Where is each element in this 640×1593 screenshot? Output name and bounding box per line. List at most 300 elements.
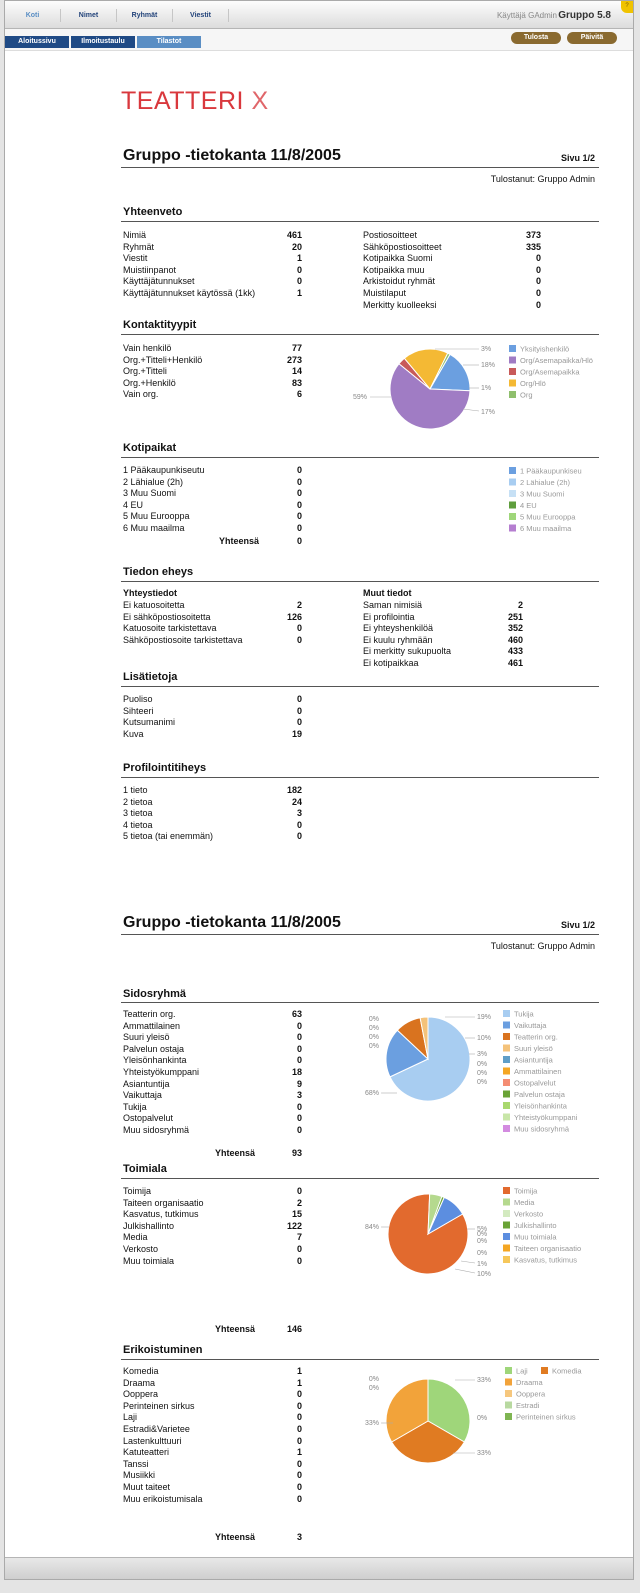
tab-statistics[interactable]: Tilastot: [137, 36, 201, 48]
stat-value: 0: [296, 1255, 302, 1266]
stat-value: 0: [296, 465, 302, 475]
stat-label: Käyttäjätunnukset: [123, 276, 195, 287]
stat-label: Muistiinpanot: [123, 264, 177, 275]
stat-label: Laji: [123, 1412, 138, 1423]
home-total-value: 0: [296, 536, 302, 546]
stat-value: 1: [296, 1377, 302, 1388]
section-title-extra: Lisätietoja: [123, 671, 178, 683]
divider: [121, 1359, 599, 1360]
legend-swatch: [503, 1102, 510, 1109]
stat-value: 0: [296, 1389, 302, 1400]
stat-row: [123, 1401, 302, 1412]
stat-value: 7: [296, 1232, 302, 1243]
stat-row: [123, 1256, 302, 1267]
stat-label: Org.+Henkilö: [123, 377, 176, 388]
section-title-contact-types: Kontaktityypit: [123, 319, 197, 331]
stat-value: 15: [291, 1209, 302, 1220]
stat-value: 0: [296, 1412, 302, 1423]
stat-row: [123, 343, 302, 354]
stat-row: [363, 253, 541, 264]
legend-label: Verkosto: [514, 1209, 544, 1219]
home-total-label: Yhteensä: [219, 536, 260, 546]
tab-home[interactable]: Aloitussivu: [5, 36, 69, 48]
stat-value: 461: [507, 658, 523, 668]
legend-label: Laji: [516, 1366, 528, 1376]
legend-swatch: [509, 345, 516, 352]
legend-swatch: [503, 1033, 510, 1040]
page-number: Sivu 1/2: [560, 153, 595, 163]
legend-swatch: [503, 1022, 510, 1029]
stat-row: [363, 242, 541, 253]
stat-label: 3 Muu Suomi: [123, 488, 177, 499]
stat-value: 0: [296, 1435, 302, 1446]
legend-label: Vaikuttaja: [514, 1021, 547, 1030]
stat-label: Kotipaikka Suomi: [363, 253, 433, 264]
legend-swatch: [509, 502, 516, 509]
stat-label: Org.+Titteli+Henkilö: [123, 354, 203, 365]
divider: [121, 221, 599, 222]
pie-percent-label: 59%: [352, 394, 367, 401]
legend-swatch: [509, 467, 516, 474]
legend-label: 3 Muu Suomi: [520, 489, 565, 499]
nav-names[interactable]: Nimet: [61, 9, 117, 22]
stat-label: Asiantuntija: [123, 1078, 170, 1089]
legend-swatch: [509, 380, 516, 387]
stat-value: 3: [296, 1090, 302, 1101]
pie-percent-label: 0%: [368, 1043, 379, 1050]
pie-percent-label: 0%: [368, 1016, 379, 1023]
app-window: [4, 0, 634, 1580]
stat-label: Komedia: [123, 1366, 159, 1376]
stat-label: 4 tietoa: [123, 819, 153, 830]
stat-value: 0: [296, 1101, 302, 1112]
stat-label: Org.+Titteli: [123, 366, 167, 377]
stat-label: Kuva: [123, 728, 144, 739]
stat-row: [123, 366, 302, 377]
stat-row: [123, 1378, 302, 1389]
legend-label: Taiteen organisaatio: [514, 1244, 582, 1253]
stat-value: 0: [296, 476, 302, 487]
legend-label: Org/Hlö: [520, 379, 546, 388]
stakeholder-total-value: 93: [291, 1148, 302, 1158]
stat-value: 20: [291, 241, 302, 252]
stat-value: 1: [296, 288, 302, 298]
stat-label: Ammattilainen: [123, 1020, 181, 1031]
subheading-other: Muut tiedot: [363, 588, 412, 598]
stat-row: [123, 1032, 302, 1043]
stat-label: 5 Muu Eurooppa: [123, 511, 190, 522]
legend-swatch: [503, 1256, 510, 1263]
report-title-2: Gruppo -tietokanta 11/8/2005: [123, 914, 341, 931]
legend-swatch: [503, 1091, 510, 1098]
pie-percent-label: 0%: [477, 1238, 488, 1245]
pie-percent-label: 17%: [481, 409, 496, 416]
stat-label: Postiosoitteet: [363, 230, 418, 240]
legend-swatch: [509, 368, 516, 375]
stat-value: 14: [291, 366, 302, 377]
stat-label: Muu erikoistumisala: [123, 1493, 203, 1504]
pie-percent-label: 33%: [477, 1450, 492, 1457]
stat-row: [123, 1447, 302, 1458]
pie-percent-label: 0%: [477, 1415, 488, 1422]
print-button[interactable]: Tulosta: [511, 32, 561, 44]
stat-row: [123, 600, 302, 611]
stat-row: [123, 612, 302, 623]
stat-label: Käyttäjätunnukset käytössä (1kk): [123, 288, 256, 298]
nav-groups[interactable]: Ryhmät: [117, 9, 173, 22]
stat-label: Merkitty kuolleeksi: [363, 299, 437, 310]
stat-label: Nimiä: [123, 230, 147, 240]
divider: [121, 686, 599, 687]
stat-row: [123, 1209, 302, 1220]
section-title-home: Kotipaikat: [123, 442, 177, 454]
stat-value: 0: [296, 831, 302, 842]
stat-row: [123, 717, 302, 728]
pie-percent-label: 0%: [477, 1070, 488, 1077]
organization-logo: TEATTERI X: [121, 87, 269, 115]
legend-label: Kasvatus, tutkimus: [514, 1255, 577, 1265]
legend-swatch: [503, 1010, 510, 1017]
stat-row: [363, 276, 541, 287]
legend-label: Media: [514, 1198, 535, 1207]
legend-label: Org/Asemapaikka/Hlö: [520, 356, 593, 365]
stat-value: 2: [296, 1197, 302, 1208]
section-title-industry: Toimiala: [123, 1163, 167, 1175]
pie-percent-label: 1%: [481, 385, 492, 392]
pie-percent-label: 10%: [477, 1271, 492, 1278]
stat-label: Perinteinen sirkus: [123, 1400, 195, 1411]
legend-label: Muu toimiala: [514, 1232, 557, 1242]
pie-percent-label: 0%: [477, 1231, 488, 1238]
stat-row: [123, 1079, 302, 1090]
stat-label: Ryhmät: [123, 241, 155, 252]
stat-row: [123, 623, 302, 634]
legend-label: Muu sidosryhmä: [514, 1124, 570, 1134]
legend-swatch: [509, 479, 516, 486]
stat-label: Palvelun ostaja: [123, 1043, 185, 1054]
stat-value: 0: [296, 499, 302, 510]
stat-label: Sihteeri: [123, 705, 154, 716]
industry-pie-chart: [345, 1181, 615, 1281]
stat-label: 2 tietoa: [123, 796, 153, 807]
section-title-profiling: Profilointitiheys: [123, 762, 207, 774]
stat-label: Yhteistyökumppani: [123, 1067, 200, 1077]
legend-swatch: [503, 1222, 510, 1229]
legend-label: Yhteistyökumppani: [514, 1113, 578, 1122]
stat-label: Verkosto: [123, 1244, 159, 1254]
stat-label: Ooppera: [123, 1389, 159, 1400]
stat-label: 1 tieto: [123, 785, 148, 795]
stat-value: 0: [535, 288, 541, 298]
top-navigation: [5, 1, 633, 29]
stat-label: Toimija: [123, 1186, 152, 1196]
stat-row: [123, 1044, 302, 1055]
stat-value: 0: [296, 705, 302, 716]
legend-swatch: [505, 1379, 512, 1386]
page-number-2: Sivu 1/2: [560, 920, 595, 930]
stat-value: 122: [286, 1220, 302, 1231]
stat-label: Ei profilointia: [363, 611, 415, 622]
stakeholder-pie-chart: [345, 1006, 615, 1146]
stat-row: [363, 288, 541, 299]
stat-row: [123, 1232, 302, 1243]
stat-value: 0: [296, 511, 302, 522]
section-title-integrity: Tiedon eheys: [123, 566, 194, 578]
stat-value: 0: [296, 264, 302, 275]
nav-messages[interactable]: Viestit: [173, 9, 229, 22]
stat-value: 460: [507, 634, 523, 645]
legend-swatch: [509, 525, 516, 532]
stat-value: 0: [296, 819, 302, 830]
pie-percent-label: 0%: [477, 1250, 488, 1257]
stat-row: [123, 500, 302, 511]
stat-row: [123, 1424, 302, 1435]
stat-value: 0: [296, 523, 302, 533]
subheading-contact: Yhteystiedot: [123, 588, 178, 598]
stat-row: [123, 1366, 302, 1377]
stat-label: Ei merkitty sukupuolta: [363, 646, 452, 657]
section-title-summary: Yhteenveto: [123, 206, 183, 218]
stat-value: 1: [296, 1366, 302, 1376]
stat-row: [123, 1482, 302, 1493]
bottom-bar: [5, 1557, 633, 1579]
stat-row: [123, 1009, 302, 1020]
pie-percent-label: 0%: [368, 1385, 379, 1392]
stat-value: 0: [296, 1125, 302, 1135]
nav-home[interactable]: Koti: [5, 9, 61, 22]
divider: [121, 934, 599, 935]
stat-label: Teatterin org.: [123, 1009, 176, 1019]
stat-row: [363, 600, 523, 611]
pie-percent-label: 3%: [477, 1051, 488, 1058]
pie-percent-label: 0%: [368, 1376, 379, 1383]
legend-swatch: [509, 391, 516, 398]
stat-value: 0: [296, 1470, 302, 1481]
stakeholder-total-label: Yhteensä: [215, 1148, 256, 1158]
stat-row: [123, 265, 302, 276]
stat-value: 0: [296, 1113, 302, 1124]
stat-value: 1: [296, 1447, 302, 1458]
stat-value: 0: [296, 1458, 302, 1469]
stat-row: [123, 1244, 302, 1255]
stat-label: Ei yhteyshenkilöä: [363, 623, 434, 634]
stat-label: Tukija: [123, 1101, 147, 1112]
legend-swatch: [503, 1245, 510, 1252]
stat-label: Puoliso: [123, 694, 153, 704]
pie-percent-label: 84%: [364, 1224, 379, 1231]
stat-row: [363, 635, 523, 646]
legend-label: Komedia: [552, 1366, 582, 1376]
legend-swatch: [503, 1187, 510, 1194]
stat-label: 3 tietoa: [123, 808, 153, 819]
stat-value: 0: [296, 1244, 302, 1254]
legend-label: Draama: [516, 1378, 543, 1387]
stat-label: Arkistoidut ryhmät: [363, 276, 436, 287]
legend-swatch: [505, 1367, 512, 1374]
legend-label: 2 Lähialue (2h): [520, 478, 571, 487]
legend-label: 5 Muu Eurooppa: [520, 512, 576, 522]
legend-swatch: [509, 513, 516, 520]
stat-value: 0: [296, 1482, 302, 1492]
stat-row: [123, 808, 302, 819]
divider: [121, 581, 599, 582]
stat-label: 5 tietoa (tai enemmän): [123, 831, 214, 842]
stat-value: 6: [296, 389, 302, 400]
stat-label: Kutsumanimi: [123, 717, 176, 728]
stat-row: [123, 253, 302, 264]
stat-value: 352: [507, 623, 523, 634]
legend-label: 4 EU: [520, 501, 537, 510]
stat-row: [123, 488, 302, 499]
legend-label: Toimija: [514, 1186, 538, 1196]
stat-row: [123, 635, 302, 646]
stat-label: Tanssi: [123, 1458, 149, 1469]
section-title-specialty: Erikoistuminen: [123, 1344, 203, 1356]
legend-swatch: [541, 1367, 548, 1374]
divider: [121, 1178, 599, 1179]
legend-label: Teatterin org.: [514, 1032, 558, 1042]
legend-swatch: [503, 1056, 510, 1063]
stat-row: [123, 1113, 302, 1124]
legend-swatch: [505, 1390, 512, 1397]
stat-row: [363, 658, 523, 669]
stat-label: Ostopalvelut: [123, 1113, 174, 1124]
pie-percent-label: 5%: [477, 1226, 488, 1233]
stat-row: [363, 265, 541, 276]
stat-row: [123, 1021, 302, 1032]
section-title-stakeholders: Sidosryhmä: [123, 988, 186, 1000]
legend-label: Julkishallinto: [514, 1221, 557, 1230]
pie-percent-label: 18%: [481, 362, 496, 369]
stat-row: [363, 230, 541, 241]
stat-value: 0: [296, 634, 302, 645]
stat-value: 126: [286, 611, 302, 622]
legend-swatch: [505, 1413, 512, 1420]
stat-value: 0: [535, 276, 541, 287]
stat-value: 251: [507, 611, 523, 622]
pie-percent-label: 0%: [368, 1025, 379, 1032]
stat-value: 0: [296, 1055, 302, 1066]
pie-percent-label: 10%: [477, 1035, 492, 1042]
label-leader: [463, 409, 479, 411]
stat-row: [363, 612, 523, 623]
help-corner-icon[interactable]: ?: [621, 1, 633, 13]
stat-label: Estradi&Varietee: [123, 1424, 190, 1434]
stat-label: 2 Lähialue (2h): [123, 476, 184, 487]
stat-label: Suuri yleisö: [123, 1032, 170, 1043]
divider: [121, 1002, 599, 1003]
legend-swatch: [503, 1114, 510, 1121]
stat-value: 19: [291, 728, 302, 739]
label-leader: [461, 1261, 475, 1263]
stat-value: 373: [525, 230, 541, 240]
report-title: Gruppo -tietokanta 11/8/2005: [123, 147, 341, 164]
legend-label: Estradi: [516, 1401, 540, 1410]
stat-value: 2: [517, 600, 523, 610]
stat-label: Viestit: [123, 253, 148, 264]
stat-label: Muistilaput: [363, 288, 407, 298]
legend-label: Yleisönhankinta: [514, 1101, 567, 1111]
stat-value: 0: [296, 694, 302, 704]
stat-value: 9: [296, 1078, 302, 1089]
legend-swatch: [509, 357, 516, 364]
stat-label: Ei kotipaikkaa: [363, 658, 419, 668]
stat-value: 0: [296, 488, 302, 499]
legend-swatch: [509, 490, 516, 497]
stat-value: 182: [286, 785, 302, 795]
stat-row: [123, 378, 302, 389]
printed-by-2: Tulostanut: Gruppo Admin: [490, 941, 595, 951]
stat-label: Vaikuttaja: [123, 1090, 162, 1101]
stat-value: 461: [286, 230, 302, 240]
legend-label: Ooppera: [516, 1389, 546, 1399]
stat-row: [123, 1470, 302, 1481]
stat-row: [123, 1125, 302, 1136]
stat-row: [123, 523, 302, 534]
stat-value: 0: [296, 1043, 302, 1054]
tab-bulletin[interactable]: Ilmoitustaulu: [71, 36, 135, 48]
stat-value: 0: [535, 299, 541, 310]
divider: [121, 167, 599, 168]
legend-label: Palvelun ostaja: [514, 1090, 565, 1099]
pie-percent-label: 1%: [477, 1261, 488, 1268]
divider: [121, 457, 599, 458]
stat-label: Muu toimiala: [123, 1255, 175, 1266]
pie-percent-label: 0%: [477, 1061, 488, 1068]
sub-toolbar: [5, 29, 633, 51]
legend-label: Perinteinen sirkus: [516, 1412, 576, 1422]
stat-row: [123, 729, 302, 740]
pie-percent-label: 68%: [364, 1090, 379, 1097]
pie-percent-label: 33%: [364, 1420, 379, 1427]
stat-row: [123, 694, 302, 705]
stat-row: [363, 300, 541, 311]
legend-swatch: [503, 1210, 510, 1217]
stat-row: [123, 797, 302, 808]
legend-label: Suuri yleisö: [514, 1044, 553, 1053]
stat-label: Sähköpostiosoite tarkistettava: [123, 634, 243, 645]
stat-label: Vain org.: [123, 389, 159, 400]
stat-row: [123, 1055, 302, 1066]
industry-total-label: Yhteensä: [215, 1324, 256, 1334]
stat-value: 63: [291, 1009, 302, 1019]
stat-label: Katuosoite tarkistettava: [123, 623, 217, 634]
legend-label: Asiantuntija: [514, 1055, 553, 1065]
legend-label: 6 Muu maailma: [520, 524, 572, 533]
stat-value: 0: [296, 717, 302, 728]
industry-total-value: 146: [286, 1324, 302, 1334]
stat-label: Saman nimisiä: [363, 600, 423, 610]
stat-value: 0: [535, 264, 541, 275]
divider: [121, 777, 599, 778]
stat-row: [123, 1459, 302, 1470]
pie-percent-label: 33%: [477, 1377, 492, 1384]
stat-row: [123, 1494, 302, 1505]
stat-value: 2: [296, 600, 302, 610]
stat-label: Vain henkilö: [123, 343, 172, 353]
legend-swatch: [503, 1125, 510, 1132]
stat-row: [123, 820, 302, 831]
refresh-button[interactable]: Päivitä: [567, 32, 617, 44]
stat-row: [123, 355, 302, 366]
legend-swatch: [503, 1068, 510, 1075]
stat-value: 0: [296, 1424, 302, 1434]
specialty-total-label: Yhteensä: [215, 1532, 256, 1542]
stat-row: [123, 831, 302, 842]
current-user: Käyttäjä GAdmin: [496, 11, 557, 20]
label-leader: [455, 1269, 475, 1273]
stat-row: [363, 646, 523, 657]
